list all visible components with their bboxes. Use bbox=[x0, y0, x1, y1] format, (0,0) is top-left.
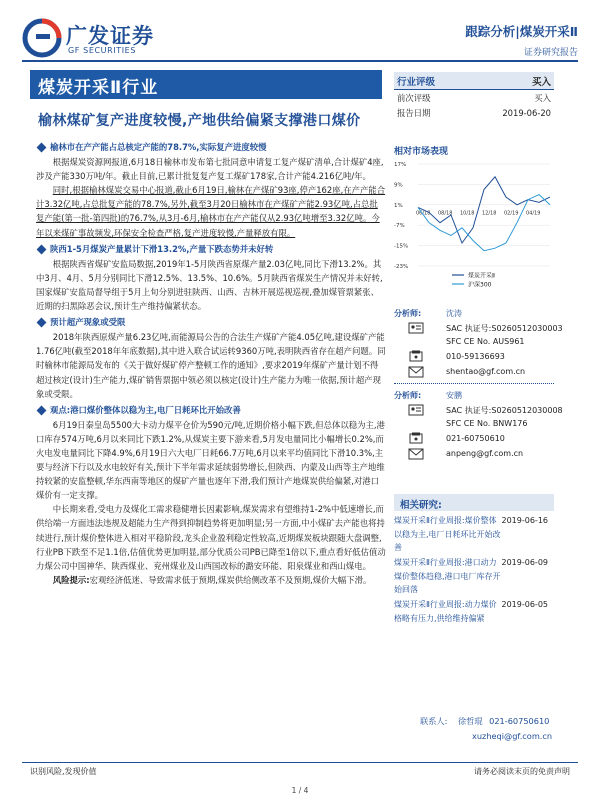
analyst-sfc: SFC CE No. BNW176 bbox=[446, 419, 528, 428]
industry-title-band bbox=[30, 70, 382, 99]
x-tick-label: 12/18 bbox=[482, 210, 497, 217]
y-tick-label: 9% bbox=[394, 182, 403, 189]
logo-text-cn: 广发证券 bbox=[66, 24, 154, 48]
x-tick-label: 02/19 bbox=[504, 210, 519, 217]
related-research-header bbox=[394, 494, 554, 511]
contact-label: 联系人: bbox=[420, 716, 448, 726]
legend-label-coal: 煤炭开采Ⅱ bbox=[468, 272, 495, 280]
footer-disclaimer: 请务必阅读末页的免责声明 bbox=[474, 767, 570, 776]
phone-icon bbox=[408, 432, 424, 444]
related-item[interactable] bbox=[394, 598, 554, 628]
risk-paragraph bbox=[36, 573, 386, 587]
y-tick-label: -7% bbox=[394, 223, 405, 230]
y-tick-label: 17% bbox=[394, 162, 407, 168]
report-date-value: 2019-06-20 bbox=[502, 107, 551, 118]
related-item-title[interactable]: 煤炭开采Ⅱ行业周报:动力煤价格略有压力,供给维持偏紧 bbox=[394, 600, 497, 623]
related-item-date: 2019-06-09 bbox=[501, 558, 548, 567]
risk-text: 宏观经济低迷、导致需求低于预期,煤炭供给侧改革不及预期,煤价大幅下滑。 bbox=[89, 574, 372, 585]
x-tick-label: 10/18 bbox=[460, 210, 475, 217]
mail-icon bbox=[408, 448, 424, 460]
id-card-icon bbox=[408, 404, 424, 416]
report-headline: 榆林煤矿复产进度较慢,产地供给偏紧支撑港口煤价 bbox=[38, 113, 361, 129]
paragraph: 根据煤炭资源网报道,6月18日榆林市发布第七批同意申请复工复产煤矿清单,合计煤矿4座,涉及产能330万吨/年。截止目前,已累计批复复产复工煤矿178家,合计产能4.216亿吨/年。 bbox=[36, 157, 384, 182]
analyst-label: 分析师: bbox=[394, 391, 422, 400]
related-item[interactable] bbox=[394, 556, 554, 596]
risk-label: 风险提示: bbox=[52, 574, 90, 585]
x-tick-label: 04/19 bbox=[526, 210, 541, 217]
industry-title: 煤炭开采Ⅱ行业 bbox=[38, 78, 159, 98]
gf-logo-icon bbox=[22, 18, 62, 58]
market-chart bbox=[394, 158, 554, 298]
section-heading: 榆林市在产产能占总核定产能的78.7%,实际复产进度较慢 bbox=[36, 140, 386, 154]
report-header bbox=[465, 22, 578, 58]
analyst-name: 安鹏 bbox=[446, 391, 462, 400]
analyst-sac: SAC 执证号:S0260512030003 bbox=[446, 324, 563, 333]
rating-table bbox=[394, 72, 554, 120]
page-number: 1 / 4 bbox=[291, 786, 309, 795]
section-heading: 预计超产现象或受限 bbox=[36, 315, 386, 329]
prev-rating-value: 买入 bbox=[534, 92, 551, 103]
paragraph: 中长期来看,受电力及煤化工需求稳健增长因素影响,煤炭需求有望维持1-2%中低速增长,而供给端一方面违法违规及超能力生产得到抑制趋势将更加明显;另一方面,中小煤矿去产能也将持续进行,预计煤价整体进入相对平稳阶段,龙头企业盈利稳定性较高,近期煤炭板块跟随大盘调整,行业PB下跌至不足1.1倍,估值优势更加明显,部分优质公司PB已降至1倍以下,重点看好低估值动力煤公司中国神华、陕西煤业、兖州煤业及山西国改标的潞安环能、阳泉煤业和西山煤电。 bbox=[36, 504, 386, 571]
legend-label-hs300: 沪深300 bbox=[468, 281, 492, 289]
paragraph: 同时,根据榆林煤炭交易中心报道,截止6月19日,榆林在产煤矿93座,停产162座,在产产能合计3.32亿吨,占总批复产能的78.7%,另外,截至3月20日榆林市在产煤矿产能2.93亿吨,占总批复产能(第一批-第四批)的76.7%,从3月-6月,榆林市在产产能仅从2.93亿吨增至3.32亿吨。今年以来煤矿事故频发,环保安全检查严格,复产进度较慢,产量释放有限。 bbox=[36, 185, 386, 238]
paragraph: 2018年陕西原煤产量6.23亿吨,而能源局公告的合法生产煤矿产能4.05亿吨,建设煤矿产能1.76亿吨(截至2018年年底数据),其中进入联合试运转9360万吨,表明陕西省存在超产问题。同时榆林市能源局发布的《关于做好煤矿停产整顿工作的通知》,要求2019年煤矿产量计划不得超过核定(设计)生产能力,煤矿销售票据中领必须以核定(设计)生产能力为唯一依据,预计超产现象或受限。 bbox=[36, 332, 386, 399]
related-research-title: 相关研究: bbox=[400, 500, 442, 511]
phone-icon bbox=[408, 350, 424, 362]
rating-label: 行业评级 bbox=[397, 76, 436, 88]
market-chart-svg bbox=[394, 158, 554, 298]
contact-phone: 021-60750610 bbox=[489, 716, 550, 726]
rating-value: 买入 bbox=[531, 76, 551, 88]
mail-icon bbox=[408, 366, 424, 378]
company-logo bbox=[22, 18, 172, 58]
prev-rating-label: 前次评级 bbox=[397, 92, 431, 103]
analyst-sfc: SFC CE No. AUS961 bbox=[446, 337, 525, 346]
series-line-hs300 bbox=[418, 195, 550, 251]
section-heading: 陕西1-5月煤炭产量累计下滑13.2%,产量下跌态势并未好转 bbox=[36, 242, 386, 256]
related-item-title[interactable]: 煤炭开采Ⅱ行业周报:港口动力煤价整体趋稳,港口电厂库存开始回落 bbox=[394, 558, 501, 594]
related-item-date: 2019-06-16 bbox=[501, 516, 548, 525]
rating-row-date bbox=[394, 105, 554, 120]
rating-row-previous bbox=[394, 89, 554, 105]
related-item-date: 2019-06-05 bbox=[501, 600, 548, 609]
analyst-name: 沈涛 bbox=[446, 309, 462, 318]
footer-divider bbox=[22, 762, 578, 763]
analyst-divider bbox=[394, 383, 554, 384]
analyst-email[interactable]: shentao@gf.com.cn bbox=[446, 367, 526, 376]
y-tick-label: -15% bbox=[394, 243, 409, 250]
report-category: 证券研究报告 bbox=[523, 48, 578, 58]
rating-row-current bbox=[394, 72, 554, 89]
header-divider bbox=[22, 60, 578, 62]
report-type: 跟踪分析|煤炭开采Ⅱ bbox=[465, 24, 578, 39]
paragraph: 6月19日秦皇岛5500大卡动力煤平仓价为590元/吨,近期价格小幅下跌,但总体以稳为主,港口库存574万吨,6月以来同比下跌1.2%,从煤炭主要下游来看,5月发电量同比小幅增长0.2%,而火电发电量同比下降4.9%,6月19日六大电厂日耗66.7万吨,6月以来平均值同比下滑10.3%,主要与经济下行以及水电较好有关,预计下半年需求延续弱势增长,但陕西、内蒙及山西等主产地维持较紧的安监整顿,华东西南等地区的煤矿产量也逐年下滑,我们预计产地煤炭供给偏紧,对港口煤价有一定支撑。 bbox=[36, 419, 385, 501]
analyst-block-1 bbox=[394, 308, 564, 388]
analyst-block-2 bbox=[394, 390, 564, 470]
analyst-sac: SAC 执证号:S0260512030008 bbox=[446, 406, 563, 415]
analyst-phone: 021-60750610 bbox=[446, 434, 505, 443]
x-tick-label: 06/18 bbox=[416, 210, 431, 217]
related-item[interactable] bbox=[394, 514, 554, 554]
y-tick-label: -23% bbox=[394, 264, 409, 270]
x-tick-label: 08/18 bbox=[438, 210, 453, 217]
contact-name: 徐哲琨 bbox=[457, 716, 483, 726]
contact-email[interactable]: xuzheqi@gf.com.cn bbox=[472, 731, 553, 741]
paragraph: 根据陕西省煤矿安监局数据,2019年1-5月陕西省原煤产量2.03亿吨,同比下滑13.2%。其中3月、4月、5月分别同比下滑12.5%、13.5%、10.6%。5月陕西省煤炭生产情况并未好转,国家煤矿安监局督导组于5月上旬分别进驻陕西、山西、吉林开展巡视巡视,叠加煤管票紧张、近期的扫黑除恶会议,预计生产维持偏紧状态。 bbox=[36, 258, 383, 312]
id-card-icon bbox=[408, 322, 424, 334]
analyst-email[interactable]: anpeng@gf.com.cn bbox=[446, 449, 524, 458]
market-chart-title: 相对市场表现 bbox=[394, 147, 449, 157]
contact-line bbox=[420, 716, 549, 727]
report-body bbox=[36, 138, 386, 587]
analyst-label: 分析师: bbox=[394, 309, 422, 318]
y-tick-label: 1% bbox=[394, 202, 403, 209]
section-heading: 观点:港口煤价整体以稳为主,电厂日耗环比开始改善 bbox=[36, 403, 386, 417]
footer-slogan: 识别风险,发现价值 bbox=[30, 767, 97, 776]
related-item-title[interactable]: 煤炭开采Ⅱ行业周报:煤价整体以稳为主,电厂日耗环比开始改善 bbox=[394, 516, 501, 552]
report-date-label: 报告日期 bbox=[397, 107, 431, 118]
analyst-phone: 010-59136693 bbox=[446, 352, 505, 361]
logo-text-en: GF SECURITIES bbox=[68, 46, 137, 55]
